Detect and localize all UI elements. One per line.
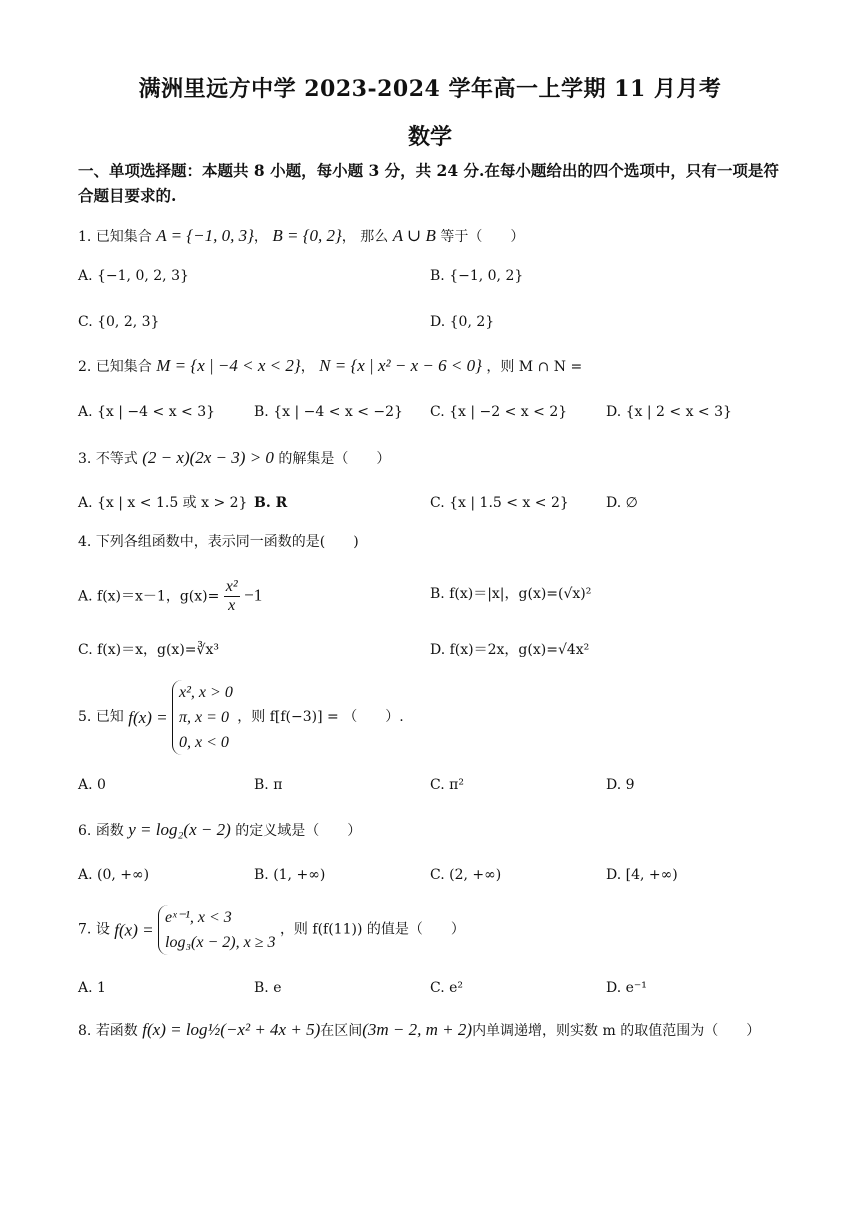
section-heading: 一、单项选择题：本题共 8 小题，每小题 3 分，共 24 分.在每小题给出的四个选项中，只有一项是符合题目要求的. — [78, 161, 779, 205]
q6-option-b[interactable]: B. (1, +∞) — [254, 867, 326, 883]
question-stem-mid: ， 那么 — [341, 229, 389, 245]
question-5 — [78, 680, 404, 755]
q5-option-b[interactable]: B. π — [254, 777, 283, 793]
question-stem: 下列各组函数中，表示同一函数的是( ) — [95, 534, 359, 550]
q2-option-d[interactable]: D. {x | 2 < x < 3} — [606, 404, 732, 420]
log-function-expr: f(x) = log½(−x² + 4x + 5) — [142, 1020, 321, 1039]
question-stem: 若函数 — [95, 1023, 138, 1039]
function-name: f(x) = — [128, 708, 168, 727]
q4-option-d[interactable]: D. f(x)＝2x，g(x)=√4x² — [430, 642, 590, 658]
question-2: 2. 已知集合 M = {x | −4 < x < 2}， N = {x | x² − x − 6 < 0} ，则 M ∩ N = — [78, 356, 583, 375]
piecewise-cases — [172, 680, 233, 755]
q3-option-c[interactable]: C. {x | 1.5 < x < 2} — [430, 495, 569, 511]
question-number: 8. — [78, 1023, 92, 1039]
question-stem: 已知 — [95, 709, 124, 725]
question-stem: 设 — [95, 921, 110, 938]
question-1: 1. 已知集合 A = {−1, 0, 3}， B = {0, 2}， 那么 A ∪ B 等于（ ） — [78, 226, 525, 245]
question-stem-tail: ，则 M ∩ N = — [486, 359, 583, 375]
q3-option-b[interactable]: B. R — [254, 495, 288, 511]
question-number: 4. — [78, 534, 92, 550]
question-stem: 函数 — [95, 823, 124, 839]
q2-option-b[interactable]: B. {x | −4 < x < −2} — [254, 404, 403, 420]
q6-option-c[interactable]: C. (2, +∞) — [430, 867, 502, 883]
question-number: 7. — [78, 921, 92, 938]
q2-option-a[interactable]: A. {x | −4 < x < 3} — [78, 404, 216, 420]
q6-option-a[interactable]: A. (0, +∞) — [78, 867, 150, 883]
q7-option-c[interactable]: C. e² — [430, 980, 464, 996]
inequality-expr: (2 − x)(2x − 3) > 0 — [142, 448, 274, 467]
case-line: π, x = 0 — [179, 709, 229, 726]
question-number: 3. — [78, 451, 92, 467]
question-stem: 已知集合 — [95, 229, 152, 245]
question-3 — [78, 448, 390, 469]
question-8 — [78, 1020, 760, 1041]
q5-option-c[interactable]: C. π² — [430, 777, 464, 793]
question-stem-tail: 的解集是（ ） — [278, 451, 391, 467]
set-a: A = {−1, 0, 3} — [156, 226, 254, 245]
question-stem-tail: 等于（ ） — [440, 229, 525, 245]
question-number: 5. — [78, 709, 92, 725]
q4-option-a[interactable] — [78, 578, 262, 615]
q7-option-b[interactable]: B. e — [254, 980, 282, 996]
q1-option-b[interactable]: B. {−1, 0, 2} — [430, 268, 524, 284]
fraction — [224, 578, 240, 615]
fraction-denominator: x — [228, 597, 236, 614]
question-stem-tail: 的定义域是（ ） — [235, 823, 362, 839]
union-expr: A ∪ B — [392, 226, 436, 245]
fraction-tail: −1 — [244, 585, 263, 605]
q7-option-d[interactable]: D. e⁻¹ — [606, 980, 647, 996]
q2-option-c[interactable]: C. {x | −2 < x < 2} — [430, 404, 568, 420]
case-line: 0, x < 0 — [179, 734, 229, 751]
log-function-expr: y = log₂(x − 2) — [128, 820, 231, 839]
question-number: 2. — [78, 359, 92, 375]
q3-option-a[interactable]: A. {x | x < 1.5 或 x > 2} — [78, 495, 248, 511]
q7-option-a[interactable]: A. 1 — [78, 980, 106, 996]
set-n: N = {x | x² − x − 6 < 0} — [319, 356, 482, 375]
question-stem-mid: 在区间 — [320, 1023, 363, 1039]
q1-option-d[interactable]: D. {0, 2} — [430, 314, 495, 330]
question-stem-tail: ，则 f[f(−3)] = （ ）. — [237, 709, 404, 725]
question-stem-tail: ，则 f(f(11)) 的值是（ ） — [279, 921, 465, 938]
q3-option-d[interactable]: D. ∅ — [606, 495, 638, 511]
case-line: eˣ⁻¹, x < 3 — [165, 909, 232, 926]
question-stem: 不等式 — [95, 451, 138, 467]
interval-expr: (3m − 2, m + 2) — [362, 1020, 473, 1039]
q1-option-c[interactable]: C. {0, 2, 3} — [78, 314, 160, 330]
piecewise-cases — [158, 905, 275, 955]
question-number: 1. — [78, 229, 92, 245]
set-b: B = {0, 2} — [272, 226, 342, 245]
q4-option-b[interactable]: B. f(x)＝|x|，g(x)=(√x)² — [430, 586, 592, 602]
question-6 — [78, 820, 361, 841]
case-line: x², x > 0 — [179, 684, 233, 701]
q4-option-a-text: A. f(x)＝x－1，g(x)= — [78, 588, 220, 605]
q5-option-a[interactable]: A. 0 — [78, 777, 106, 793]
question-4 — [78, 532, 359, 552]
function-name: f(x) = — [114, 920, 154, 940]
q1-option-a[interactable]: A. {−1, 0, 2, 3} — [78, 268, 189, 284]
question-stem: 已知集合 — [95, 359, 152, 375]
question-7 — [78, 905, 465, 955]
q5-option-d[interactable]: D. 9 — [606, 777, 635, 793]
question-stem-tail: 内单调递增，则实数 m 的取值范围为（ ） — [472, 1023, 761, 1039]
exam-title: 满洲里远方中学 2023-2024 学年高一上学期 11 月月考 — [138, 76, 722, 102]
exam-subject: 数学 — [407, 124, 452, 150]
q4-option-c[interactable]: C. f(x)＝x，g(x)=∛x³ — [78, 642, 219, 658]
q6-option-d[interactable]: D. [4, +∞) — [606, 867, 678, 883]
question-number: 6. — [78, 823, 92, 839]
set-m: M = {x | −4 < x < 2} — [156, 356, 301, 375]
case-line: log₃(x − 2), x ≥ 3 — [165, 934, 276, 951]
fraction-numerator: x² — [225, 578, 238, 595]
